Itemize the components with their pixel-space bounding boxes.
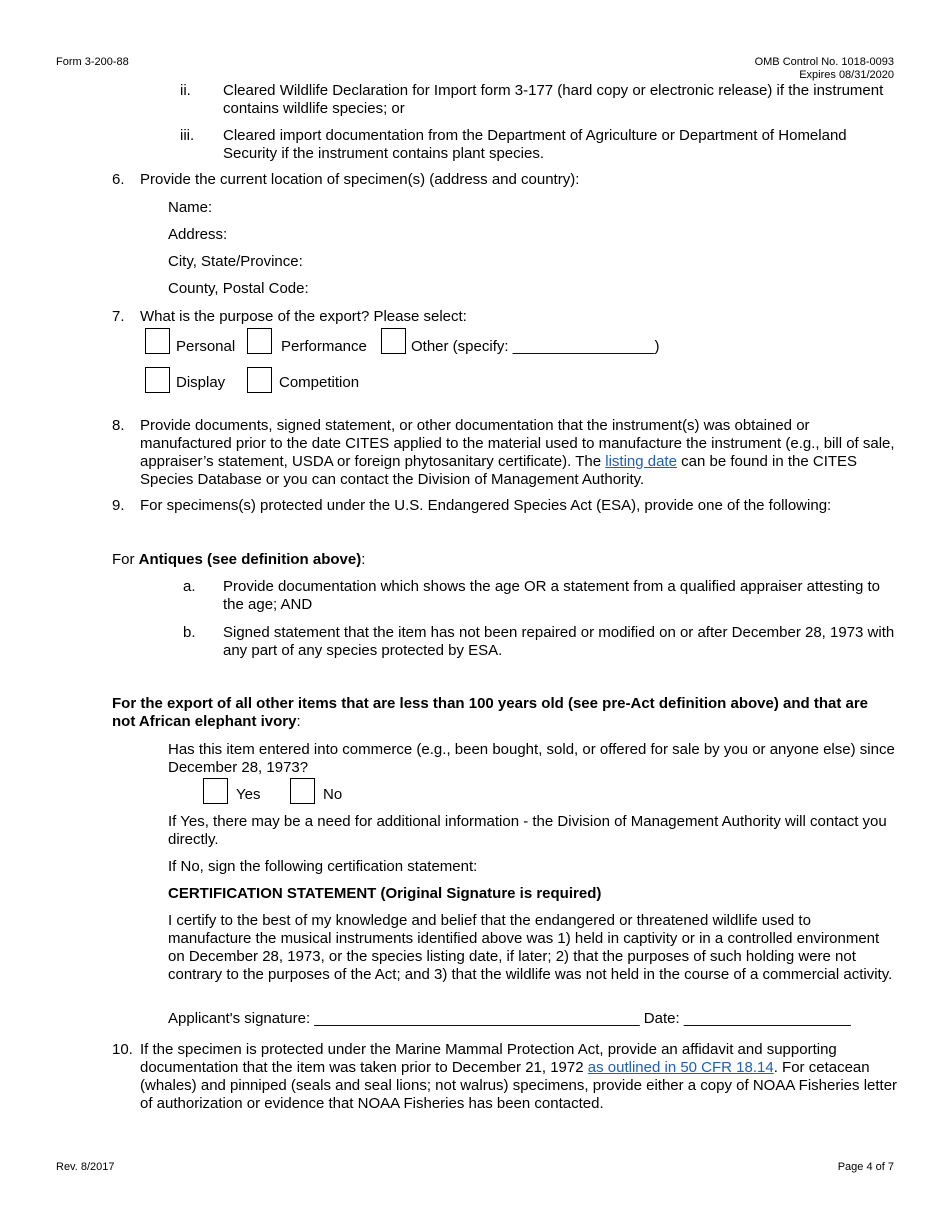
other-items-bold: For the export of all other items that are less than 100 years old (see pre-Act definition above) and that are not African elephant ivory	[112, 695, 869, 730]
question-7-number: 7.	[112, 308, 125, 325]
personal-checkbox[interactable]	[145, 328, 170, 354]
question-6-text: Provide the current location of specimen(s) (address and country):	[140, 171, 580, 188]
display-checkbox[interactable]	[145, 367, 170, 393]
question-8-text-part-a: Provide documents, signed statement, or other documentation that the instrument(s) was obtained or manufactured prior to the date CITES applied to the material used to manufacture the instrument (e.g., bill of sale, appraiser’s statement, USDA or foreign phytosanitary certificate). The	[140, 417, 895, 470]
question-8-number: 8.	[112, 417, 125, 434]
competition-label: Competition	[279, 374, 360, 391]
question-8-text	[140, 417, 900, 489]
certification-title: CERTIFICATION STATEMENT (Original Signature is required)	[168, 885, 602, 902]
performance-label: Performance	[281, 338, 367, 355]
display-label: Display	[176, 374, 226, 391]
listing-date-link[interactable]: listing date	[605, 453, 677, 470]
item-b-text: Signed statement that the item has not been repaired or modified on or after December 28, 1973 with any part of any species protected by ESA.	[223, 624, 895, 659]
item-a-letter: a.	[183, 578, 196, 595]
page-number: Page 4 of 7	[837, 1161, 894, 1173]
signature-line[interactable]: Applicant's signature: _______________________________________ Date: ____________________	[168, 1010, 851, 1027]
other-specify-label: Other (specify: _________________)	[411, 338, 660, 355]
cfr-18-14-link[interactable]: as outlined in 50 CFR 18.14	[587, 1059, 774, 1076]
item-ii-text: Cleared Wildlife Declaration for Import form 3-177 (hard copy or electronic release) if the instrument contains wildlife species; or	[223, 82, 884, 117]
omb-control: OMB Control No. 1018-0093	[754, 56, 894, 68]
yes-checkbox[interactable]	[203, 778, 228, 804]
question-9-text: For specimens(s) protected under the U.S. Endangered Species Act (ESA), provide one of the following:	[140, 497, 832, 514]
question-10-text	[140, 1041, 900, 1113]
location-name-label: Name:	[168, 199, 213, 216]
antiques-prefix: For	[112, 551, 139, 568]
expiration-date: Expires 08/31/2020	[799, 69, 894, 81]
no-label: No	[323, 786, 343, 803]
question-10-number: 10.	[112, 1041, 133, 1058]
item-iii-text: Cleared import documentation from the Department of Agriculture or Department of Homeland Security if the instrument contains plant species.	[223, 127, 847, 162]
other-items-heading	[112, 695, 882, 731]
question-8-text-part-b: can be found in the CITES Species Database or you can contact the Division of Management Authority.	[140, 453, 858, 488]
if-no-text: If No, sign the following certification statement:	[168, 858, 478, 875]
question-10-text-part-a: If the specimen is protected under the Marine Mammal Protection Act, provide an affidavit and supporting documentation that the item was taken prior to December 21, 1972	[140, 1041, 837, 1076]
omb-info	[755, 56, 894, 82]
performance-checkbox[interactable]	[247, 328, 272, 354]
question-10-text-part-b: . For cetacean (whales) and pinniped (seals and seal lions; not walrus) specimens, provide either a copy of NOAA Fisheries letter of authorization or evidence that NOAA Fisheries has been contacted.	[140, 1059, 898, 1112]
antiques-bold: Antiques (see definition above)	[138, 551, 362, 568]
no-checkbox[interactable]	[290, 778, 315, 804]
antiques-suffix: :	[361, 551, 366, 568]
commerce-question: Has this item entered into commerce (e.g., been bought, sold, or offered for sale by you or anyone else) since December 28, 1973?	[168, 741, 895, 776]
item-iii-number: iii.	[180, 127, 195, 144]
competition-checkbox[interactable]	[247, 367, 272, 393]
question-9-number: 9.	[112, 497, 125, 514]
other-checkbox[interactable]	[381, 328, 406, 354]
antiques-heading	[112, 551, 365, 569]
location-address-label: Address:	[168, 226, 228, 243]
question-6-number: 6.	[112, 171, 125, 188]
revision-date: Rev. 8/2017	[56, 1161, 115, 1173]
other-items-suffix: :	[296, 713, 301, 730]
item-ii-number: ii.	[180, 82, 191, 99]
if-yes-text: If Yes, there may be a need for additional information - the Division of Management Authority will contact you directly.	[168, 813, 887, 848]
yes-label: Yes	[236, 786, 261, 803]
question-7-text: What is the purpose of the export? Please select:	[140, 308, 467, 325]
item-b-letter: b.	[183, 624, 196, 641]
location-county-label: County, Postal Code:	[168, 280, 309, 297]
location-city-label: City, State/Province:	[168, 253, 303, 270]
form-number: Form 3-200-88	[56, 56, 129, 68]
certification-text: I certify to the best of my knowledge and belief that the endangered or threatened wildlife used to manufacture the musical instruments identified above was 1) held in captivity or in a controlled environment on December 28, 1973, or the species listing date, if later; 2) that the purposes of such holding were not contrary to the purposes of the Act; and 3) that the wildlife was not held in the course of a commercial activity.	[168, 912, 893, 983]
item-a-text: Provide documentation which shows the age OR a statement from a qualified appraiser attesting to the age; AND	[223, 578, 881, 613]
personal-label: Personal	[176, 338, 236, 355]
